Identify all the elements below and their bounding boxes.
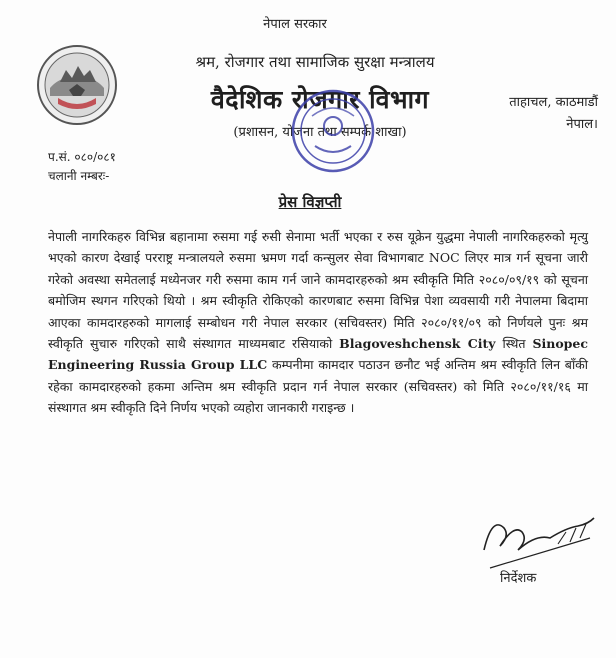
address-line-1: ताहाचल, काठमाडौं: [509, 95, 598, 110]
body-text-part-3: कम्पनीमा कामदार पठाउन छनौट भई अन्तिम श्रम स्वीकृति लिन बाँकी रहेका कामदारहरुको हकमा अन्तिम श्रम स्वीकृति प्रदान गर्न नेपाल सरकार (सचिवस्तर) को मिति २०८०/११/१६ मा संस्थागत श्रम स्वीकृति दिने निर्णय भएको व्यहोरा जानकारी गराइन्छ ।: [48, 357, 589, 416]
press-release-body: [48, 226, 588, 419]
document-title: प्रेस विज्ञप्ती: [278, 193, 342, 211]
department-seal-stamp-icon: [290, 88, 376, 174]
handwritten-signature: [470, 498, 600, 578]
nepal-government-emblem-icon: [36, 44, 118, 126]
dispatch-number: चलानी नम्बरः-: [48, 169, 110, 183]
department-name: वैदेशिक रोजगार विभाग: [210, 85, 430, 114]
body-paragraph: [48, 226, 588, 419]
government-name: नेपाल सरकार: [263, 17, 327, 32]
signer-designation: निर्देशक: [500, 571, 537, 586]
ministry-name: श्रम, रोजगार तथा सामाजिक सुरक्षा मन्त्रालय: [195, 53, 435, 71]
address-line-2: नेपाल।: [566, 117, 598, 132]
body-text-part-2: स्थित: [502, 336, 526, 352]
section-name: (प्रशासन, योजना तथा सम्पर्क शाखा): [233, 125, 407, 140]
body-text-part-1: नेपाली नागरिकहरु विभिन्न बहानामा रुसमा गई रुसी सेनामा भर्ती भएका र रुस यूक्रेन युद्धमा नेपाली नागरिकहरुको मृत्यु भएको कारण देखाई परराष्ट्र मन्त्रालयले रुसमा भ्रमण गर्दा कन्सुलर सेवा विभागबाट NOC लिएर मात्र गर्न सूचना जारी गरेको अवस्था समेतलाई मध्येनजर गरी रुसमा काम गर्न जाने कामदारहरुको श्रम स्वीकृति मिति २०८०/०९/१९ को सूचना बमोजिम स्थगन गरिएको थियो । श्रम स्वीकृति रोकिएको कारणबाट रुसमा विभिन्न पेशा व्यवसायी गरी नेपालमा बिदामा आएका कामदारहरुको मागलाई सम्बोधन गरी नेपाल सरकार (सचिवस्तर) मिति २०८०/११/०९ को निर्णयले पुनः श्रम स्वीकृति सुचारु गरिएको साथै संस्थागत माध्यमबाट रसियाको: [48, 229, 588, 352]
company-name: Sinopec Engineering Russia Group LLC: [48, 336, 588, 373]
company-city: Blagoveshchensk City: [339, 336, 496, 352]
fiscal-year-reference: प.सं. ०८०/०८१: [48, 150, 116, 164]
